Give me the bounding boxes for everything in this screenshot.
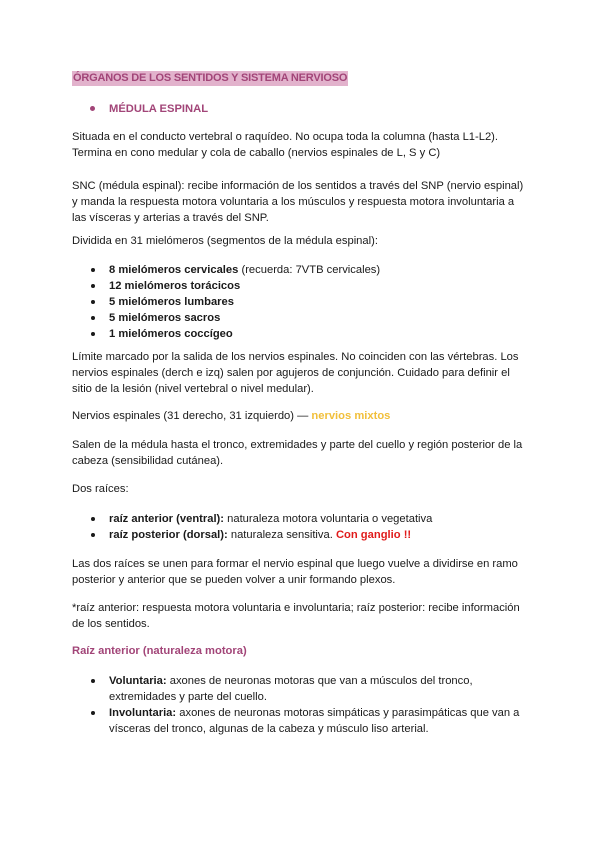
text-line: Nervios espinales (31 derecho, 31 izquierdo) — nervios mixtos [72,410,391,422]
text-line: Termina en cono medular y cola de caballo (nervios espinales de L, S y C) [72,147,441,159]
paragraph-snc [72,178,537,226]
text-line: y manda la respuesta motora voluntaria a los músculos y respuesta motora involuntaria a [72,196,515,208]
list-item: 5 mielómeros sacros [90,310,535,326]
subheading-raiz-anterior: Raíz anterior (naturaleza motora) [72,645,247,657]
text-line: posterior y anterior que se pueden volver a unir formando plexos. [72,574,396,586]
raiz-anterior-list [90,673,535,737]
highlight-con-ganglio: Con ganglio !! [335,529,412,541]
text-line: *raíz anterior: respuesta motora voluntaria e involuntaria; raíz posterior: recibe información [72,602,520,614]
highlight-nervios-mixtos: nervios mixtos [311,410,391,422]
list-item: 12 mielómeros torácicos [90,278,535,294]
paragraph-nervios-espinales [72,408,537,424]
text-line: nervios espinales (derch e izq) salen por agujeros de conjunción. Cuidado para definir el [72,367,510,379]
paragraph-limite [72,349,537,397]
list-item: 1 mielómeros coccígeo [90,326,535,342]
text-line: Situada en el conducto vertebral o raquídeo. No ocupa toda la columna (hasta L1-L2). [72,131,499,143]
text-line: Salen de la médula hasta el tronco, extremidades y parte del cuello y región posterior de la [72,439,523,451]
list-item: 5 mielómeros lumbares [90,294,535,310]
section-heading-text: MÉDULA ESPINAL [109,103,209,115]
document-title: ÓRGANOS DE LOS SENTIDOS Y SISTEMA NERVIOSO [73,72,348,84]
paragraph-dividida [72,233,537,249]
paragraph-nota-raices [72,600,537,632]
text-line: Límite marcado por la salida de los nervios espinales. No coinciden con las vértebras. Los [72,351,519,363]
raices-list [90,511,535,543]
text-line: de los sentidos. [72,618,150,630]
text-line: sitio de la lesión (nivel vertebral o nivel medular). [72,383,314,395]
text-line: las vísceras y arterias a través del SNP. [72,212,269,224]
text-line: SNC (médula espinal): recibe información de los sentidos a través del SNP (nervio espinal) [72,180,524,192]
text-line: Dividida en 31 mielómeros (segmentos de la médula espinal): [72,235,378,247]
paragraph-las-dos-raices [72,556,537,588]
list-item: raíz anterior (ventral): naturaleza motora voluntaria o vegetativa [90,511,535,527]
text-line: Dos raíces: [72,483,129,495]
text-line: cabeza (sensibilidad cutánea). [72,455,224,467]
paragraph-salen [72,437,537,469]
bullet-icon [90,106,95,111]
list-item: 8 mielómeros cervicales (recuerda: 7VTB cervicales) [90,262,535,278]
list-item: raíz posterior (dorsal): naturaleza sensitiva. Con ganglio !! [90,527,535,543]
section-heading [90,101,208,117]
paragraph-location [72,129,537,161]
mielomeros-list [90,262,535,342]
list-item: Voluntaria: axones de neuronas motoras que van a músculos del tronco, extremidades y parte del cuello. [90,673,535,705]
list-item: Involuntaria: axones de neuronas motoras simpáticas y parasimpáticas que van a vísceras del tronco, algunas de la cabeza y músculo liso arterial. [90,705,535,737]
text-line: Las dos raíces se unen para formar el nervio espinal que luego vuelve a dividirse en ramo [72,558,518,570]
paragraph-dos-raices [72,481,537,497]
